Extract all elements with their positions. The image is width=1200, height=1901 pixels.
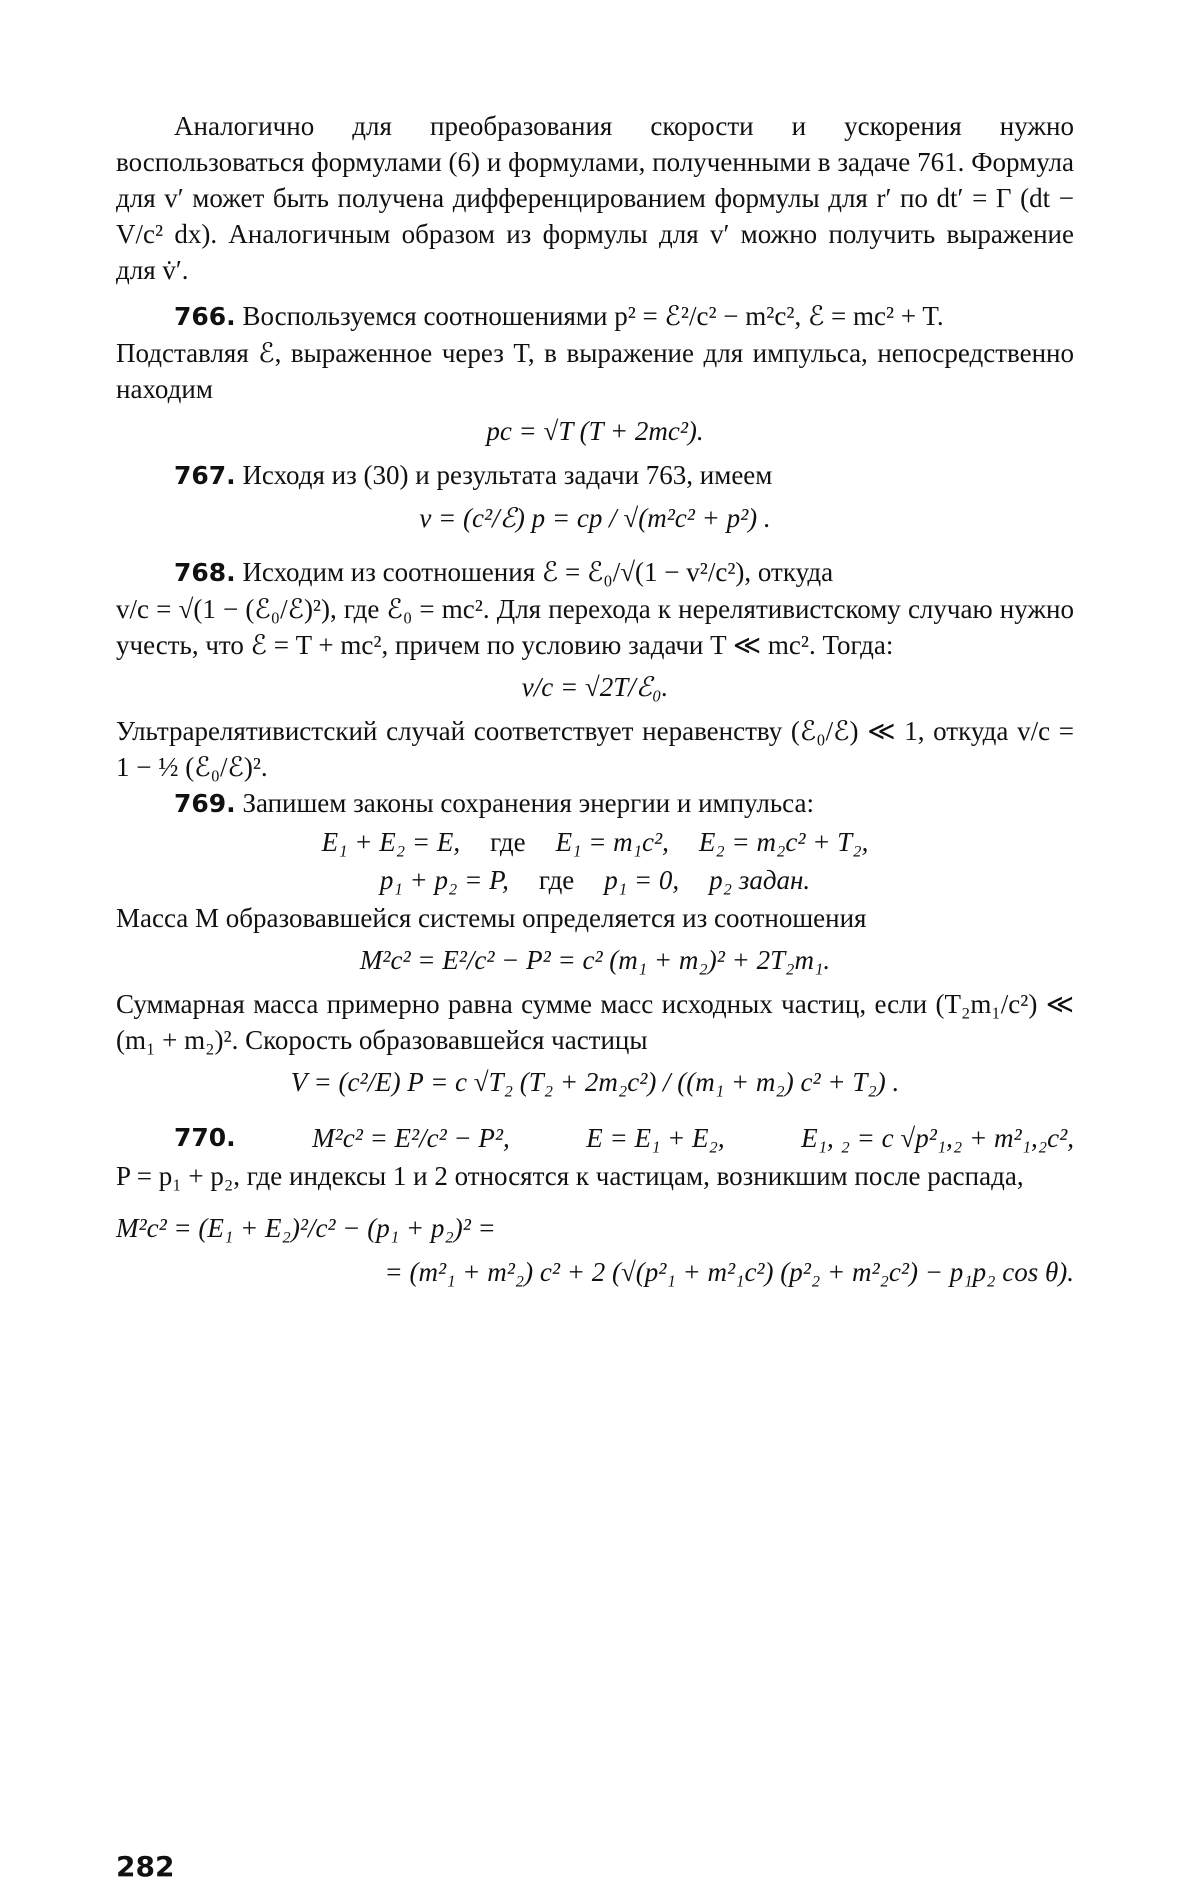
problem-768-text2: Ультрарелятивистский случай соответствует неравенству (ℰ₀/ℰ) ≪ 1, откуда v/c = 1 − ½ (ℰ₀/ℰ)².	[116, 716, 1074, 782]
row2-eq1: p₁ + p₂ = P,	[379, 865, 509, 895]
row1-eq3: E₂ = m₂c² + T₂,	[698, 827, 869, 857]
problem-769-number: 769.	[174, 789, 236, 818]
row770-eq2: E = E₁ + E₂,	[586, 1123, 725, 1153]
problem-769-formula2: V = (c²/E) P = c √T₂ (T₂ + 2m₂c²) / ((m₁ + m₂) c² + T₂) .	[290, 1067, 900, 1097]
row770-eq1: M²c² = E²/c² − P²,	[312, 1123, 510, 1153]
problem-768-lead-text: Исходим из соотношения ℰ = ℰ₀/√(1 − v²/c²), откуда	[242, 557, 834, 587]
problem-768-lead	[116, 554, 1074, 591]
problem-766-lead	[116, 298, 1074, 335]
row2-eq3: p₂ задан.	[709, 865, 811, 895]
problem-768-text: v/c = √(1 − (ℰ₀/ℰ)²), где ℰ₀ = mc². Для перехода к нерелятивистскому случаю нужно учесть, что ℰ = T + mc², причем по условию задачи T ≪ mc². Тогда:	[116, 594, 1074, 660]
problem-770-row	[116, 1120, 1074, 1156]
problem-769-text: Запишем законы сохранения энергии и импульса:	[242, 788, 814, 818]
row1-where: где	[490, 827, 526, 857]
problem-768-formula: v/c = √2T/ℰ₀.	[521, 672, 669, 702]
problem-769-text2: Масса M образовавшейся системы определяется из соотношения	[116, 903, 867, 933]
problem-766-text: Подставляя ℰ, выраженное через T, в выражение для импульса, непосредственно находим	[116, 338, 1074, 404]
problem-767-formula: v = (c²/ℰ) p = cp / √(m²c² + p²) .	[419, 503, 771, 533]
row2-where: где	[538, 865, 575, 895]
problem-769-row1	[116, 824, 1074, 860]
problem-770-formula2: = (m²₁ + m²₂) c² + 2 (√(p²₁ + m²₁c²) (p²₂ + m²₂c²) − p₁p₂ cos θ).	[384, 1257, 1074, 1287]
problem-769-text3: Суммарная масса примерно равна сумме масс исходных частиц, если (T₂m₁/c²) ≪ (m₁ + m₂)². Скорость образовавшейся частицы	[116, 989, 1074, 1055]
problem-767-lead	[116, 457, 1074, 494]
problem-770-number: 770.	[174, 1123, 236, 1152]
row1-eq2: E₁ = m₁c²,	[555, 827, 669, 857]
row1-eq1: E₁ + E₂ = E,	[321, 827, 461, 857]
problem-769-lead	[116, 785, 1074, 822]
problem-769-formula: M²c² = E²/c² − P² = c² (m₁ + m₂)² + 2T₂m₁.	[359, 945, 831, 975]
problem-770-text: P = p₁ + p₂, где индексы 1 и 2 относятся к частицам, возникшим после распада,	[116, 1161, 1024, 1191]
problem-766-number: 766.	[174, 302, 236, 331]
row770-eq3: E₁, ₂ = c √p²₁,₂ + m²₁,₂c²,	[801, 1123, 1074, 1153]
problem-766-formula: pc = √T (T + 2mc²).	[486, 416, 704, 446]
page-number: 282	[116, 1850, 175, 1883]
intro-paragraph: Аналогично для преобразования скорости и ускорения нужно воспользоваться формулами (6) и формулами, полученными в задаче 761. Формула для v′ может быть получена дифференцированием формулы для r′ по dt′ = Γ (dt − V/c² dx). Аналогичным образом из формулы для v′ можно получить выражение для v̇′.	[116, 111, 1074, 285]
problem-766-lead-text: Воспользуемся соотношениями p² = ℰ²/c² − m²c², ℰ = mc² + T.	[242, 301, 944, 331]
problem-768-number: 768.	[174, 558, 236, 587]
problem-767-text: Исходя из (30) и результата задачи 763, имеем	[242, 460, 773, 490]
problem-767-number: 767.	[174, 461, 236, 490]
page-body	[116, 108, 1074, 1298]
problem-770-formula1: M²c² = (E₁ + E₂)²/c² − (p₁ + p₂)² =	[116, 1213, 496, 1243]
row2-eq2: p₁ = 0,	[604, 865, 680, 895]
problem-769-row2	[116, 862, 1074, 898]
